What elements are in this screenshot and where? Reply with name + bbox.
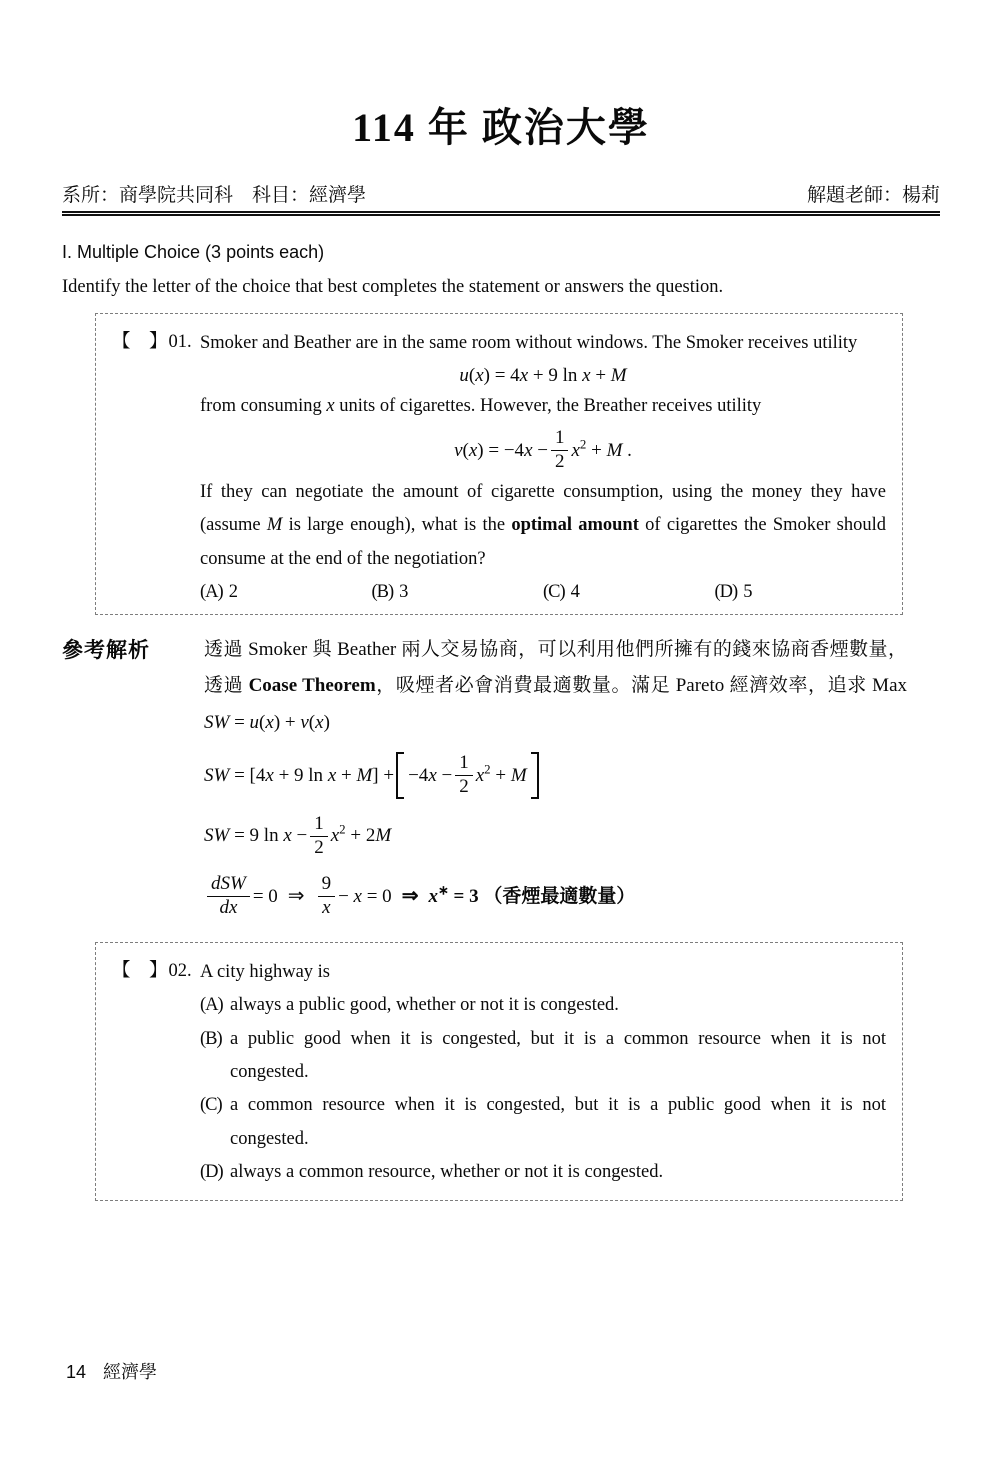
analysis-formula-1 — [204, 752, 907, 799]
option-label: (A) — [200, 581, 223, 602]
option-value: 4 — [570, 581, 580, 602]
option-value: 5 — [743, 581, 753, 602]
analysis-formula-1-pre: SW = [4x + 9 ln x + M] + — [204, 764, 395, 786]
fraction-denominator: 2 — [459, 776, 469, 798]
q2-option-b — [200, 1023, 886, 1090]
header-solver: 解題老師：楊莉 — [806, 185, 940, 206]
fraction-numerator: dSW — [207, 873, 250, 897]
q1-bracket: 【 】 — [112, 332, 168, 352]
question-2-box — [95, 942, 903, 1201]
analysis-conclusion: x∗ = 3 （香煙最適數量） — [428, 882, 636, 907]
q2-option-a — [200, 989, 886, 1022]
footer-page-number: 14 — [66, 1362, 87, 1382]
q2-bracket: 【 】 — [112, 961, 168, 982]
q1-formula-u-text: u(x) = 4x + 9 ln x + M — [459, 365, 627, 387]
big-right-bracket — [531, 752, 539, 799]
analysis-formula-3-mid: − x = 0 — [338, 885, 392, 907]
q1-middle: from consuming x units of cigarettes. However, the Breather receives utility — [200, 396, 762, 417]
question-1-box — [95, 313, 903, 615]
q1-question: If they can negotiate the amount of cigarette consumption, using the money they have (assume M is large enough), what is the optimal amount of cigarettes the Smoker should consume at the end of the negotiation? — [200, 481, 886, 569]
fraction-numerator: 1 — [551, 427, 569, 451]
q1-formula-v-post: $x^2 + M$ . — [571, 436, 632, 461]
q2-option-d — [200, 1156, 886, 1189]
fraction-denominator: dx — [219, 897, 238, 919]
q1-formula-u — [200, 364, 886, 388]
option-label: (B) — [371, 581, 394, 602]
fraction-numerator: 1 — [310, 813, 328, 837]
section-instruction: Identify the letter of the choice that best completes the statement or answers the question. — [62, 277, 724, 297]
analysis-body — [204, 632, 927, 920]
q1-formula-v — [200, 427, 886, 474]
option-label: (A) — [200, 995, 223, 1016]
analysis-formula-3 — [204, 873, 907, 920]
fraction-denominator: 2 — [554, 451, 565, 473]
fraction-denominator: 2 — [314, 836, 324, 858]
derivative-fraction — [207, 873, 250, 920]
option-value: 3 — [399, 581, 409, 602]
page-title: 114 年 政治大學 — [352, 105, 650, 150]
option-label: (C) — [543, 581, 565, 602]
fraction-numerator: 1 — [455, 752, 473, 776]
foc-fraction — [318, 873, 336, 920]
analysis-formula-2-post: $x^2 + 2M$ — [330, 821, 392, 847]
q2-body — [200, 956, 886, 1189]
fraction-numerator: 9 — [318, 873, 336, 897]
analysis-formula-1-fraction — [455, 752, 473, 799]
q1-option-b — [372, 582, 544, 603]
q1-option-d — [715, 582, 887, 603]
section-heading: I. Multiple Choice (3 points each) — [62, 242, 325, 262]
analysis-formula-2 — [204, 813, 907, 860]
footer-subject: 經濟學 — [103, 1362, 158, 1382]
q2-answer-bracket — [112, 956, 200, 1189]
page-content — [62, 106, 940, 1201]
option-label: (C) — [200, 1095, 222, 1116]
implies-arrow: ⇒ — [401, 885, 419, 908]
fraction-denominator: x — [322, 897, 331, 919]
option-text: a common resource when it is congested, but it is a public good when it is not congested. — [230, 1095, 886, 1149]
analysis-label: 參考解析 — [62, 638, 150, 662]
analysis-section — [62, 632, 940, 920]
analysis-formula-2-pre: SW = 9 ln x − — [204, 825, 308, 847]
header-rule — [62, 180, 940, 216]
q1-number: 01. — [168, 332, 192, 352]
q2-number: 02. — [168, 961, 192, 982]
q1-formula-v-fraction — [551, 427, 569, 474]
option-text: always a common resource, whether or not it is congested. — [230, 1161, 664, 1182]
big-left-bracket — [396, 752, 404, 799]
analysis-paragraph: 透過 Smoker 與 Beather 兩人交易協商，可以利用他們所擁有的錢來協商香煙數量，透過 Coase Theorem，吸煙者必會消費最適數量。滿足 Pareto 經濟效率，追求 Max SW = u(x) + v(x) — [204, 638, 927, 733]
option-label: (D) — [200, 1161, 223, 1182]
header-dept-subject: 系所：商學院共同科 科目：經濟學 — [62, 185, 367, 206]
q1-formula-v-pre: v(x) = −4x − — [454, 439, 548, 461]
analysis-formula-1-inner-post: $x^2 + M$ — [475, 761, 527, 786]
page-footer — [66, 1358, 157, 1384]
q2-option-c — [200, 1089, 886, 1156]
option-text: a public good when it is congested, but it is a common resource when it is not congested. — [230, 1028, 886, 1082]
analysis-formula-1-inner-pre: −4x − — [408, 764, 453, 786]
q1-body — [200, 327, 886, 603]
implies-arrow: ⇒ — [287, 885, 305, 908]
option-value: 2 — [228, 581, 238, 602]
option-label: (B) — [200, 1028, 222, 1049]
option-text: always a public good, whether or not it is congested. — [230, 995, 619, 1016]
equals-zero: = 0 — [252, 885, 278, 907]
q1-answer-bracket — [112, 327, 200, 603]
q2-stem: A city highway is — [200, 962, 331, 983]
q1-option-a — [200, 582, 372, 603]
q1-option-c — [543, 582, 715, 603]
q1-intro: Smoker and Beather are in the same room without windows. The Smoker receives utility — [200, 333, 858, 353]
q1-options — [200, 582, 886, 603]
analysis-formula-2-fraction — [310, 813, 328, 860]
option-label: (D) — [714, 581, 738, 602]
